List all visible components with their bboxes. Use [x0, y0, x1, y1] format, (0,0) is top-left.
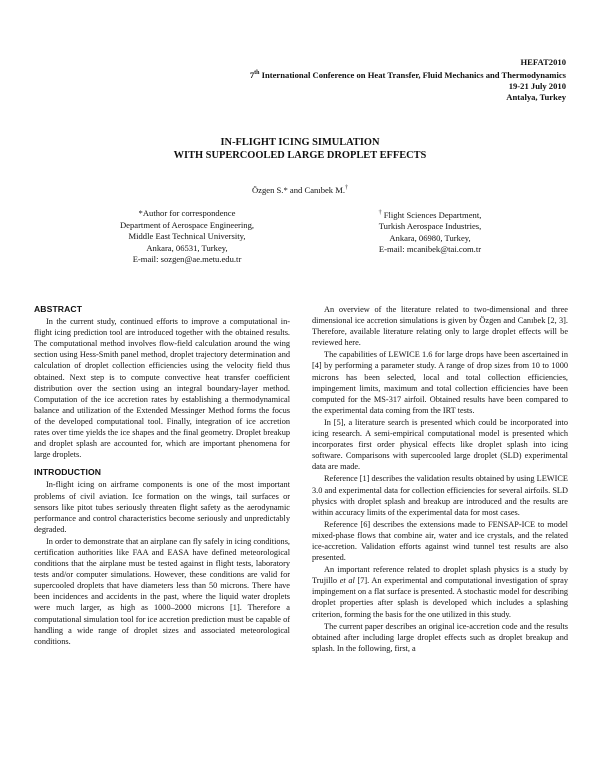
body-paragraph: Reference [1] describes the validation results obtained by using LEWICE 3.0 and experimental data for collection efficiencies for several airfoils. SLD physics with droplet splash and breakup are introduced and the results are within accuracy limits of the experimental data for most cases.: [312, 474, 568, 517]
body-paragraph: The current paper describes an original ice-accretion code and the results obtained after including large droplet effects such as droplet breakup and splash. In the following, first, a: [312, 621, 568, 653]
email-left: E-mail: sozgen@ae.metu.edu.tr: [132, 254, 242, 264]
right-column: [312, 304, 568, 655]
intro-paragraph: In order to demonstrate that an airplane can fly safely in icing conditions, certification authorities like FAA and EASA have defined meteorological conditions that the airplane must be tested against in flight tests, laboratory tests and/or computer simulations. However, these conditions are valid for supercooled droplets that have diameters less than 50 microns. There have been incidences and accidents in the past, where the liquid water droplets were much larger, as high as 1000–2000 microns [1]. Therefore a computational simulation tool for ice accretion prediction must be capable of handling a wide range of droplet sizes and associated meteorological conditions.: [34, 536, 290, 646]
intro-paragraph: In-flight icing on airframe components is one of the most important problems of civil aviation. Ice formation on the wings, tail surfaces or sensors like pitot tubes seriously threaten flight safety as the aerodynamic performance and control characteristics become seriously and unpredictably degraded.: [34, 480, 290, 534]
abstract-text: In the current study, continued efforts to improve a computational in-flight icing prediction tool are introduced together with the obtained results. The computational method involves flow-field calculation around the wing section using Hess-Smith panel method, droplet trajectory determination and calculation of droplet collection efficiencies using the velocity field thus obtained. Next step is to compute convective heat transfer coefficient distribution over the section using an integral boundary-layer method. Computation of the ice accretion rates by establishing a thermodynamical balance and utilization of the Extended Messinger Method forms the focus of the developed computational tool. Finally, integration of ice accretion rates over time yields the ice shapes and the final geometry. Droplet breakup and droplet splash are accounted for, which are important phenomena for large droplets.: [34, 317, 290, 460]
introduction-heading: INTRODUCTION: [34, 467, 102, 478]
conference-name: 7th International Conference on Heat Transfer, Fluid Mechanics and Thermodynamics: [249, 69, 566, 80]
body-paragraph: Reference [6] describes the extensions made to FENSAP-ICE to model mixed-phase flows that combine air, water and ice crystals, and the related ice-accretion. Validation efforts against wind tunnel test results are also presented.: [312, 519, 568, 563]
body-paragraph: An important reference related to droplet splash physics is a study by Trujillo et al [7]. An experimental and computational investigation of spray impingement on a flat surface is presented. A stochastic model for describing droplet properties after splash is developed which includes a splashing criterion, forming the basis for the one utilized in this study.: [312, 565, 568, 619]
conference-id: HEFAT2010: [520, 57, 566, 67]
conference-dates: 19-21 July 2010: [508, 80, 566, 91]
paper-title: IN-FLIGHT ICING SIMULATION WITH SUPERCOOLED LARGE DROPLET EFFECTS: [173, 137, 427, 161]
conference-location: Antalya, Turkey: [506, 91, 566, 102]
email-right: E-mail: mcanibek@tai.com.tr: [378, 244, 482, 255]
affiliation-left: *Author for correspondence Department of Aerospace Engineering, Middle East Technical University, Ankara, 06531, Turkey, E-mail: sozgen@ae.metu.edu.tr: [92, 208, 282, 266]
body-paragraph: An overview of the literature related to two-dimensional and three dimensional ice accretion simulations is given by Özgen and Canıbek [2, 3]. Therefore, available literature relating only to large droplet effects will be reviewed here.: [312, 305, 568, 348]
body-paragraph: In [5], a literature search is presented which could be incorporated into icing research. A semi-empirical computational model is presented which incorporates first order physical effects like droplet splash into icing software. Comparisons with supercooled large droplet (SLD) experimental data are made.: [312, 417, 568, 472]
affiliation-right: † Flight Sciences Department, Turkish Aerospace Industries, Ankara, 06980, Turkey, E-mail: mcanibek@tai.com.tr: [330, 208, 530, 256]
conference-header: [250, 57, 566, 103]
left-column: [34, 304, 290, 648]
body-paragraph: The capabilities of LEWICE 1.6 for large drops have been ascertained in [4] by performing a parameter study. A range of drop sizes from 10 to 1000 microns has been selected, local and total collection efficiencies, impingement limits, maximum and total collection efficiencies have been computed for the MS-317 airfoil. Obtained results have been compared to the experimental data coming from the IRT tests.: [312, 350, 568, 415]
author-line: Özgen S.* and Canıbek M.†: [251, 185, 349, 195]
abstract-heading: ABSTRACT: [34, 304, 83, 314]
